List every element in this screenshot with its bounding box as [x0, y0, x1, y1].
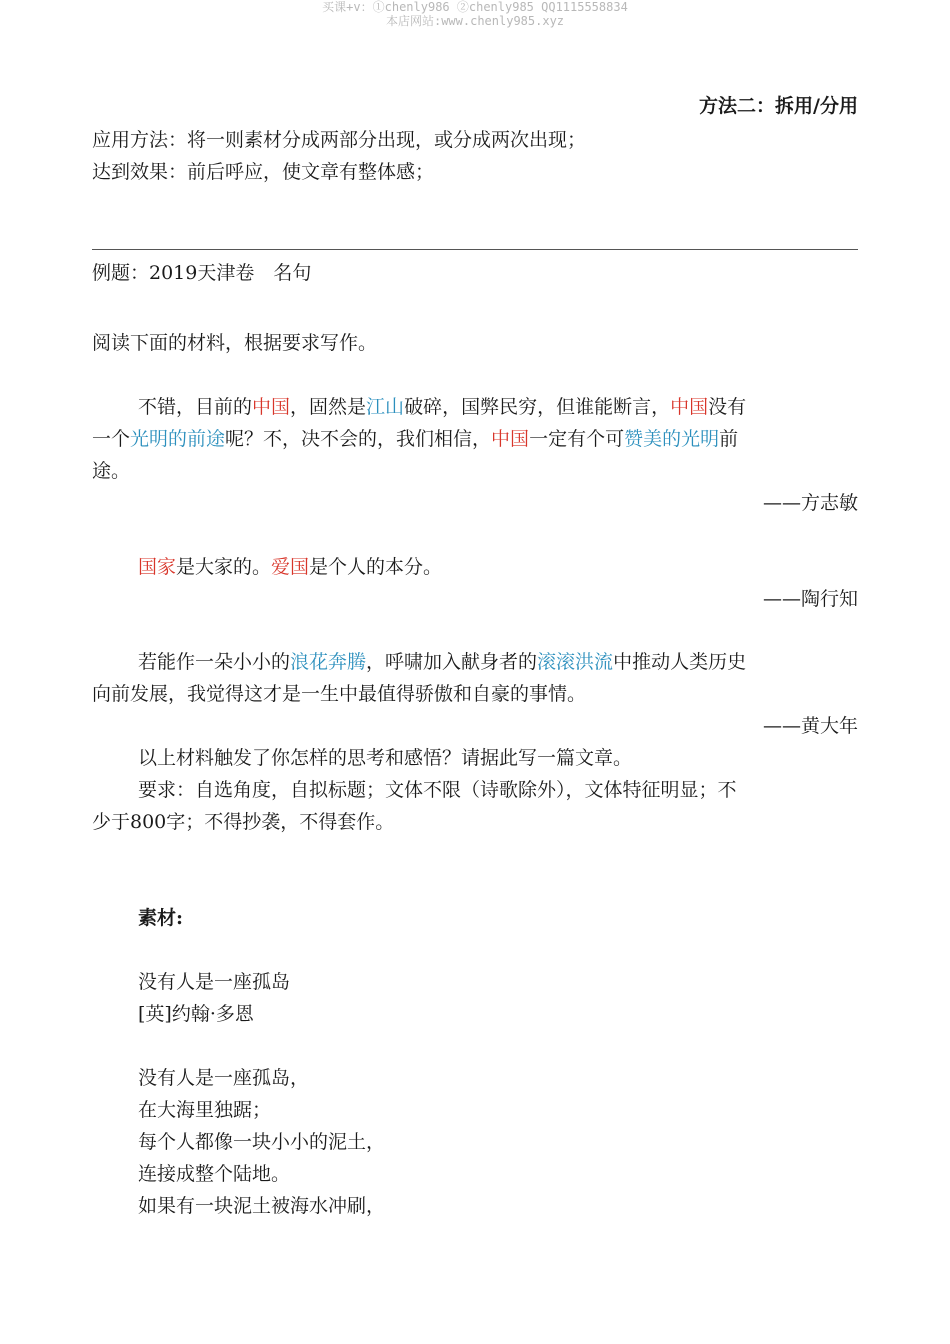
highlight-red: 国家 — [138, 556, 177, 578]
prompt: 以上材料触发了你怎样的思考和感悟？请据此写一篇文章。 — [138, 747, 633, 769]
watermark-line-1: 买课+v：①chenly986 ②chenly985 QQ1115558834 — [322, 0, 628, 14]
highlight-blue: 浪花奔腾 — [290, 651, 367, 673]
quote2-line1 — [138, 551, 858, 583]
text-segment: 不错，目前的 — [138, 396, 253, 418]
text-segment: ，呼啸加入献身者的 — [366, 651, 538, 673]
poem-title: 没有人是一座孤岛 — [138, 971, 291, 993]
requirement-line2: 少于800字；不得抄袭，不得套作。 — [92, 811, 395, 833]
text-segment: 中推动人类历史 — [613, 651, 747, 673]
quote2-author: ——陶行知 — [762, 588, 858, 610]
text-segment: 是大家的。 — [176, 556, 272, 578]
highlight-red: 爱国 — [271, 556, 310, 578]
divider — [92, 249, 858, 250]
text-segment: 没有 — [708, 396, 747, 418]
highlight-blue: 光明的前途 — [130, 428, 226, 450]
poem-author: [英]约翰·多恩 — [138, 1003, 254, 1025]
method-effect: 达到效果：前后呼应，使文章有整体感； — [92, 161, 435, 183]
text-segment: ，固然是 — [290, 396, 367, 418]
text-segment: 一定有个可 — [529, 428, 625, 450]
highlight-blue: 江山 — [366, 396, 405, 418]
method-apply: 应用方法：将一则素材分成两部分出现，或分成两次出现； — [92, 129, 587, 151]
highlight-blue: 赞美的光明 — [624, 428, 720, 450]
watermark-line-2: 本店网站:www.chenly985.xyz — [385, 14, 565, 28]
watermark — [0, 0, 950, 28]
poem-line: 在大海里独踞； — [138, 1099, 272, 1121]
example-title: 例题：2019天津卷 名句 — [92, 262, 312, 284]
quote1-line1 — [138, 391, 858, 423]
quote1-author: ——方志敏 — [762, 492, 858, 514]
highlight-red: 中国 — [670, 396, 709, 418]
text-segment: 呢？不，决不会的，我们相信， — [225, 428, 492, 450]
poem-line: 每个人都像一块小小的泥土， — [138, 1131, 386, 1153]
requirement-line1: 要求：自选角度，自拟标题；文体不限（诗歌除外），文体特征明显；不 — [138, 779, 737, 801]
quote1-line2 — [92, 423, 858, 455]
text-segment: 若能作一朵小小的 — [138, 651, 291, 673]
example-instruction: 阅读下面的材料，根据要求写作。 — [92, 332, 378, 354]
text-segment: 是个人的本分。 — [309, 556, 443, 578]
section-title: 方法二：拆用/分用 — [699, 95, 858, 117]
highlight-red: 中国 — [252, 396, 291, 418]
text-segment: 破碎，国弊民穷，但谁能断言， — [404, 396, 671, 418]
highlight-blue: 滚滚洪流 — [537, 651, 614, 673]
text-segment: 一个 — [92, 428, 131, 450]
quote3-line1 — [138, 646, 858, 678]
quote3-line2: 向前发展，我觉得这才是一生中最值得骄傲和自豪的事情。 — [92, 683, 587, 705]
poem-line: 如果有一块泥土被海水冲刷， — [138, 1195, 386, 1217]
poem-line: 连接成整个陆地。 — [138, 1163, 291, 1185]
quote1-line3: 途。 — [92, 460, 131, 482]
quote3-author: ——黄大年 — [762, 715, 858, 737]
text-segment: 前 — [719, 428, 739, 450]
material-label: 素材: — [138, 907, 184, 929]
poem-line: 没有人是一座孤岛， — [138, 1067, 310, 1089]
highlight-red: 中国 — [491, 428, 530, 450]
